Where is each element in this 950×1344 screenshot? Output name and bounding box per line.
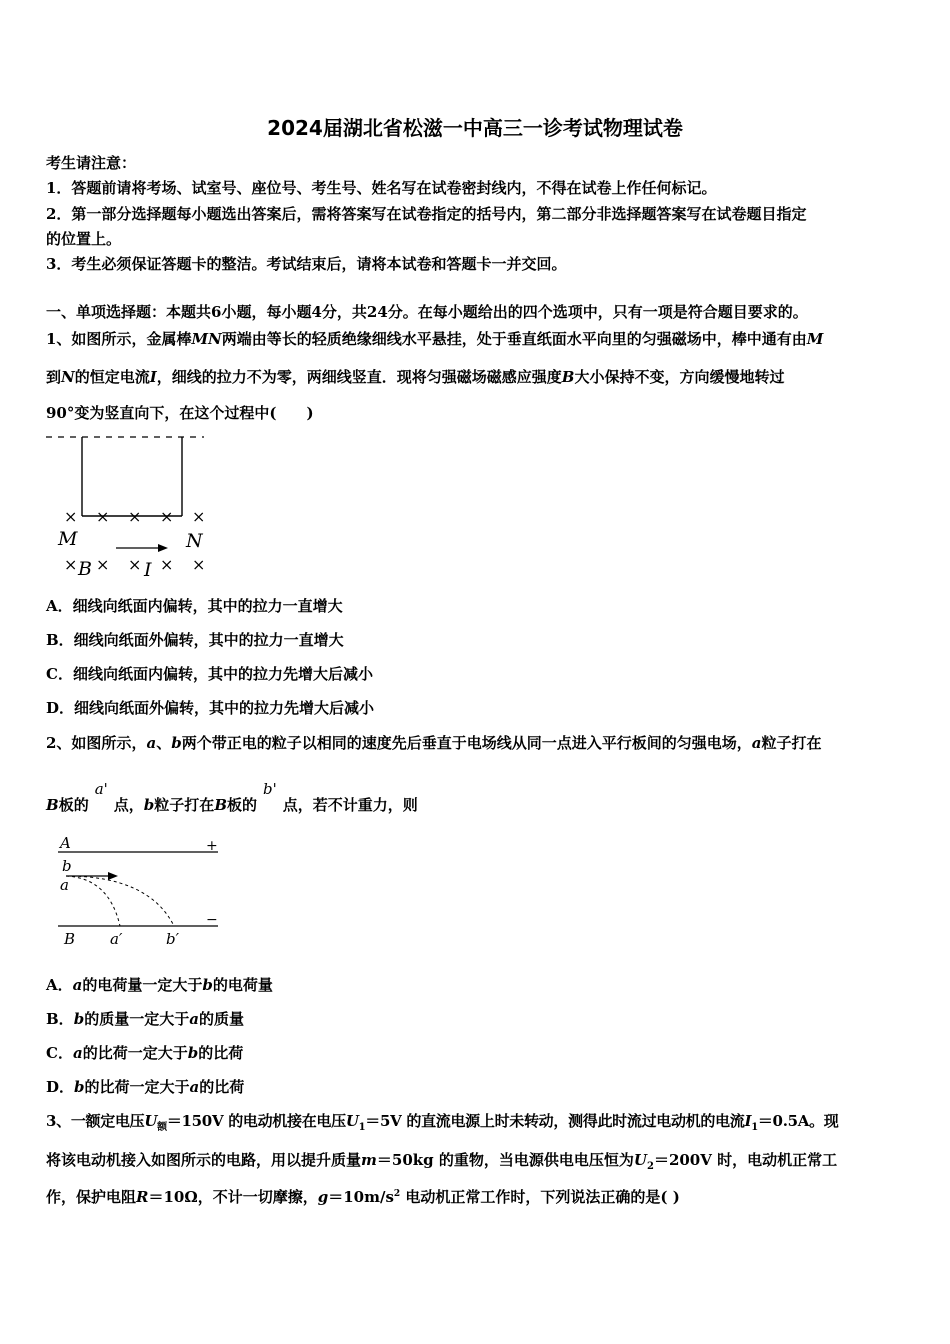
q2-stem-line1: 2、如图所示，a、b两个带正电的粒子以相同的速度先后垂直于电场线从同一点进入平行板间的匀强电场，a粒子打在	[46, 734, 822, 752]
q1-option-b: B．细线向纸面外偏转，其中的拉力一直增大	[46, 631, 344, 649]
section-heading: 一、单项选择题：本题共6小题，每小题4分，共24分。在每小题给出的四个选项中，只有一项是符合题目要求的。	[46, 303, 808, 321]
notice-item: 3．考生必须保证答题卡的整洁。考试结束后，请将本试卷和答题卡一并交回。	[46, 255, 567, 273]
label-a: a	[60, 876, 69, 894]
cross-mark: ×	[160, 555, 174, 574]
q3-stem-line3: 作，保护电阻R＝10Ω，不计一切摩擦，$g=10m/s^2$ 电动机正常工作时，下列说法正确的是( )	[46, 1188, 680, 1206]
notice-item: 1．答题前请将考场、试室号、座位号、考生号、姓名写在试卷密封线内，不得在试卷上作任何标记。	[46, 179, 717, 197]
q3-stem-line2: 将该电动机接入如图所示的电路，用以提升质量m＝50kg 的重物，当电源供电电压恒为$U_2=200V$ 时，电动机正常工	[46, 1151, 838, 1172]
cross-mark: ×	[64, 507, 78, 526]
plus-sign: +	[206, 838, 218, 854]
q1-stem-line1: 1、如图所示，金属棒MN两端由等长的轻质绝缘细线水平悬挂，处于垂直纸面水平向里的匀强磁场中，棒中通有由M	[46, 330, 824, 348]
label-M: M	[58, 528, 78, 550]
q2-figure	[54, 832, 224, 950]
cross-mark: ×	[192, 507, 206, 526]
label-a-prime: a′	[110, 930, 123, 948]
cross-mark: ×	[96, 555, 110, 574]
q2-option-d: D．b的比荷一定大于a的比荷	[46, 1078, 245, 1096]
label-I: I	[144, 559, 152, 581]
label-A: A	[60, 834, 71, 852]
q1-figure	[44, 430, 224, 582]
notice-item: 的位置上。	[46, 230, 122, 248]
minus-sign: −	[206, 912, 218, 928]
cross-mark: ×	[96, 507, 110, 526]
label-b: b	[62, 857, 72, 875]
notice-heading: 考生请注意：	[46, 154, 137, 172]
trajectory-b	[66, 876, 174, 926]
q2-option-a: A．a的电荷量一定大于b的电荷量	[46, 976, 273, 994]
q2-option-b: B．b的质量一定大于a的质量	[46, 1010, 244, 1028]
cross-mark: ×	[192, 555, 206, 574]
label-B: B	[64, 930, 76, 948]
q1-stem-line2: 到N的恒定电流I，细线的拉力不为零，两细线竖直．现将匀强磁场磁感应强度B大小保持不变，方向缓慢地转过	[46, 368, 785, 386]
q1-option-c: C．细线向纸面内偏转，其中的拉力先增大后减小	[46, 665, 373, 683]
cross-mark: ×	[64, 555, 78, 574]
q2-option-c: C．a的比荷一定大于b的比荷	[46, 1044, 244, 1062]
label-b-prime: b′	[166, 930, 180, 948]
notice-item: 2．第一部分选择题每小题选出答案后，需将答案写在试卷指定的括号内，第二部分非选择题答案写在试卷题目指定	[46, 205, 807, 223]
label-N: N	[186, 530, 203, 552]
trajectory-a	[66, 876, 120, 926]
q3-stem-line1: 3、一额定电压$U_额=150V$ 的电动机接在电压$U_1=5V$ 的直流电源上时未转动，测得此时流过电动机的电流$I_1=0.5A$。现	[46, 1112, 839, 1133]
page-title: 2024届湖北省松滋一中高三一诊考试物理试卷	[267, 116, 683, 140]
cross-mark: ×	[160, 507, 174, 526]
q1-stem-line3: 90°变为竖直向下，在这个过程中( )	[46, 404, 314, 422]
label-B: B	[78, 558, 92, 580]
q1-option-d: D．细线向纸面外偏转，其中的拉力先增大后减小	[46, 699, 375, 717]
cross-mark: ×	[128, 555, 142, 574]
arrow-head-icon	[158, 544, 168, 552]
cross-mark: ×	[128, 507, 142, 526]
q2-stem-line2: B板的a'点，b粒子打在B板的b'点，若不计重力，则	[46, 780, 418, 814]
q1-option-a: A．细线向纸面内偏转，其中的拉力一直增大	[46, 597, 343, 615]
arrow-head-icon	[108, 872, 118, 880]
